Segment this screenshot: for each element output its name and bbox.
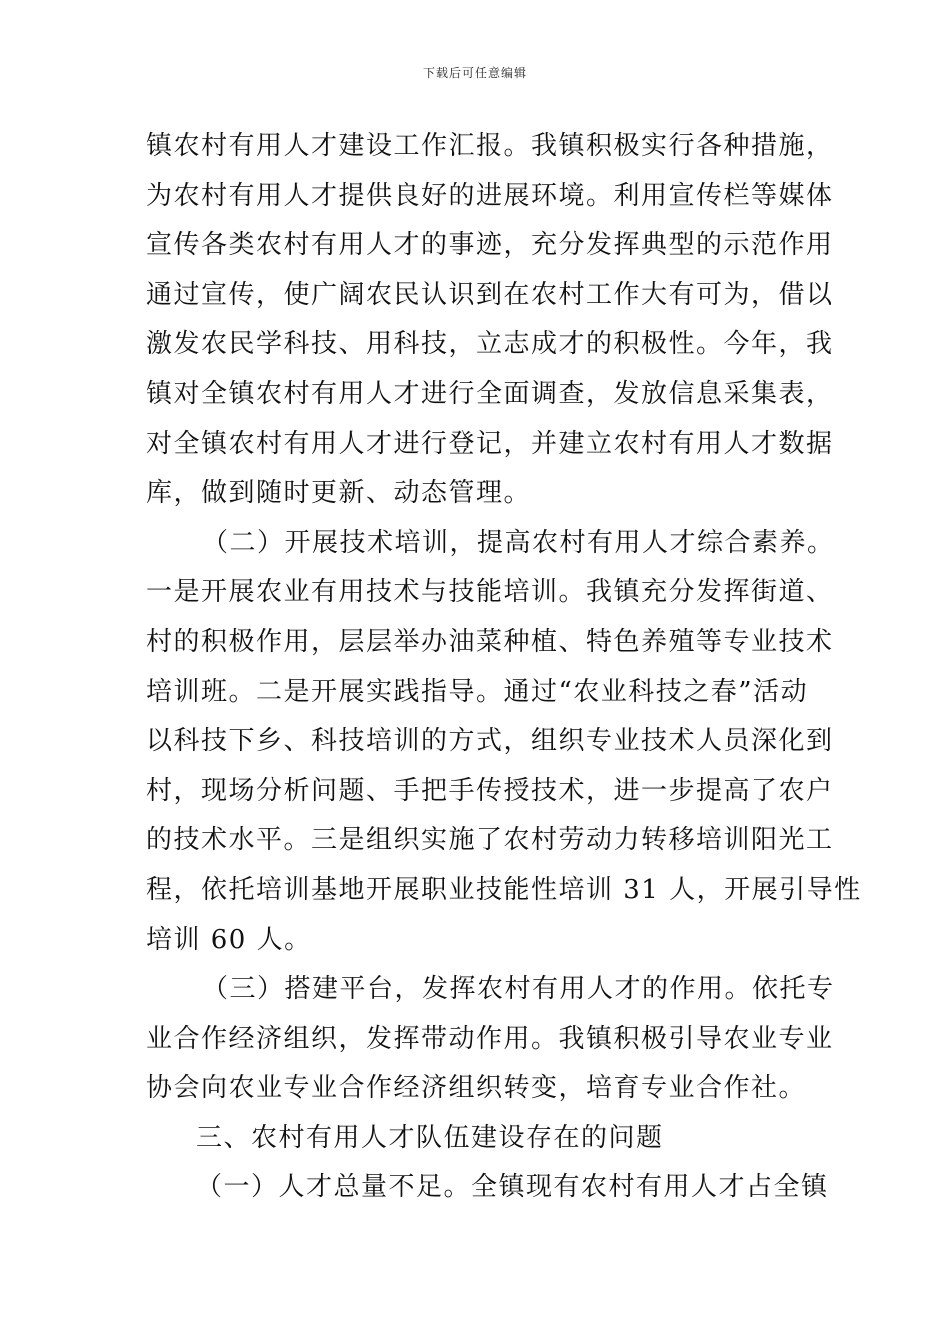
text-line: 程，依托培训基地开展职业技能性培训 31 人，开展引导性 [146, 874, 862, 905]
section-heading-1: （一）人才总量不足。全镇现有农村有用人才占全镇 [196, 1172, 829, 1203]
text-line: 镇对全镇农村有用人才进行全面调查，发放信息采集表， [146, 378, 834, 409]
section-heading-3: （三）搭建平台，发挥农村有用人才的作用。依托专 [202, 974, 835, 1005]
text-line: 为农村有用人才提供良好的进展环境。利用宣传栏等媒体 [146, 180, 834, 211]
header-note: 下载后可任意编辑 [422, 66, 527, 80]
text-line: 宣传各类农村有用人才的事迹，充分发挥典型的示范作用 [146, 230, 834, 261]
text-line: 的技术水平。三是组织实施了农村劳动力转移培训阳光工 [146, 825, 834, 856]
document-body [146, 122, 862, 1213]
text-line: 库，做到随时更新、动态管理。 [146, 478, 532, 509]
text-line: 对全镇农村有用人才进行登记，并建立农村有用人才数据 [146, 428, 834, 459]
text-line: 以科技下乡、科技培训的方式，组织专业技术人员深化到 [146, 726, 834, 757]
text-line: 镇农村有用人才建设工作汇报。我镇积极实行各种措施， [146, 131, 834, 161]
chapter-heading: 三、农村有用人才队伍建设存在的问题 [196, 1122, 664, 1153]
text-line: 村，现场分析问题、手把手传授技术，进一步提高了农户 [146, 775, 834, 806]
text-line: 通过宣传，使广阔农民认识到在农村工作大有可为，借以 [146, 279, 834, 310]
text-line: 培训班。二是开展实践指导。通过“农业科技之春”活动 [146, 676, 809, 707]
text-line: 培训 60 人。 [146, 924, 312, 955]
section-heading-2: （二）开展技术培训，提高农村有用人才综合素养。 [202, 527, 835, 558]
text-line: 村的积极作用，层层举办油菜种植、特色养殖等专业技术 [146, 626, 834, 657]
text-line: 业合作经济组织，发挥带动作用。我镇积极引导农业专业 [146, 1023, 834, 1054]
text-line: 激发农民学科技、用科技，立志成才的积极性。今年，我 [146, 329, 834, 360]
text-line: 协会向农业专业合作经济组织转变，培育专业合作社。 [146, 1073, 807, 1104]
text-line: 一是开展农业有用技术与技能培训。我镇充分发挥街道、 [146, 577, 834, 608]
